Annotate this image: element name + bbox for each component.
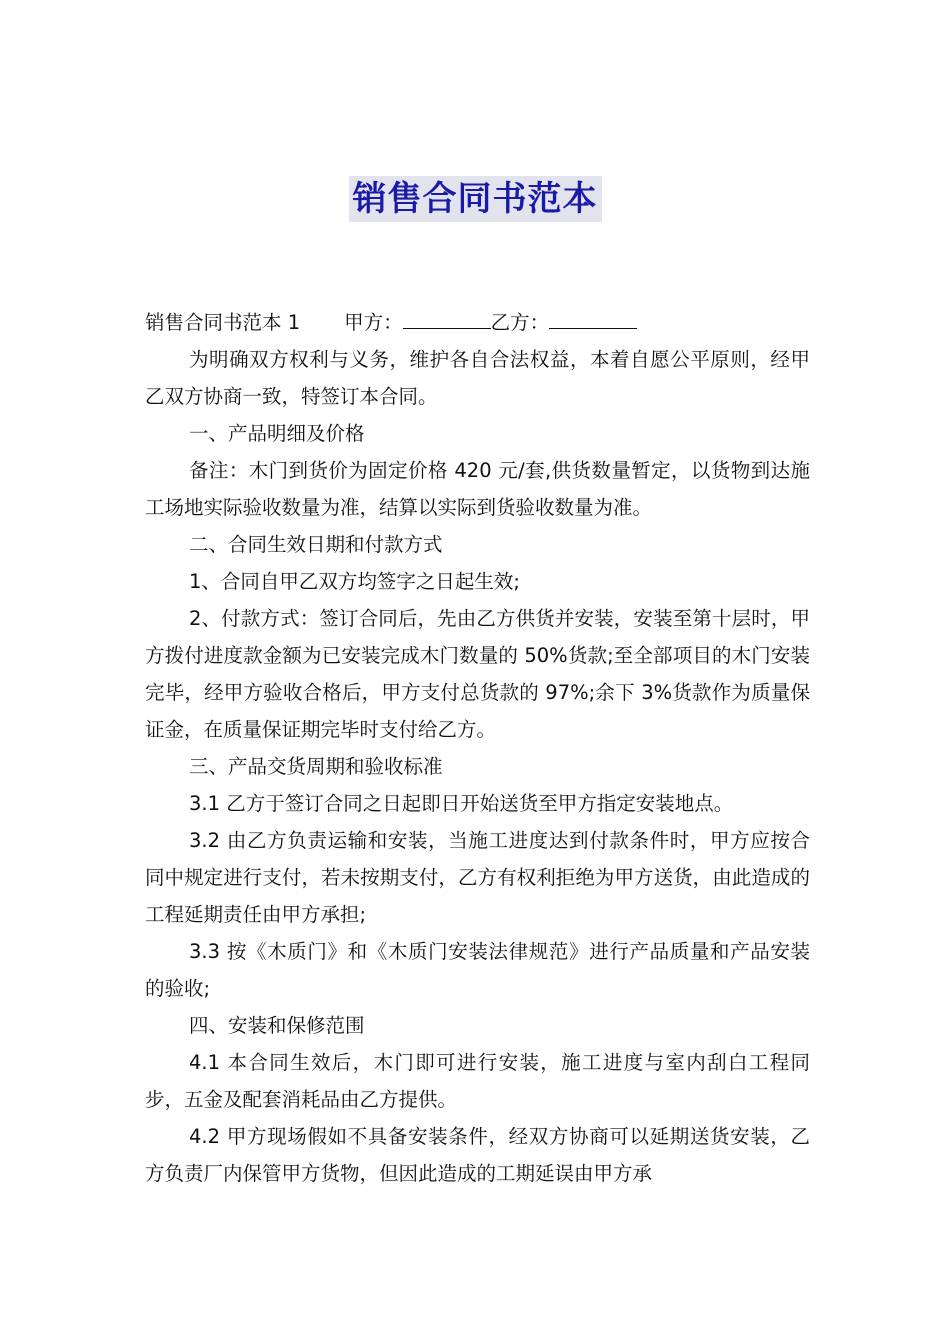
clause-3-3: 3.3 按《木质门》和《木质门安装法律规范》进行产品质量和产品安装的验收;: [145, 940, 810, 1000]
section-heading-3: 三、产品交货周期和验收标准: [189, 755, 443, 778]
clause-3-1: 3.1 乙方于签订合同之日起即日开始送货至甲方指定安装地点。: [189, 792, 734, 815]
party-a-blank: [403, 304, 491, 329]
section-heading-2: 二、合同生效日期和付款方式: [189, 533, 443, 556]
party-b-label: 乙方：: [490, 311, 550, 334]
document-title: 销售合同书范本: [349, 176, 602, 222]
clause-2-1: 1、合同自甲乙双方均签字之日起生效;: [189, 570, 520, 593]
clause-3-2: 3.2 由乙方负责运输和安装，当施工进度达到付款条件时，甲方应按合同中规定进行支付，若未按期支付，乙方有权利拒绝为甲方送货，由此造成的工程延期责任由甲方承担;: [145, 829, 810, 926]
contract-header-line: [145, 304, 810, 341]
clause-4-2: 4.2 甲方现场假如不具备安装条件，经双方协商可以延期送货安装，乙方负责厂内保管甲方货物，但因此造成的工期延误由甲方承: [145, 1125, 810, 1185]
clause-4-1: 4.1 本合同生效后，木门即可进行安装，施工进度与室内刮白工程同步，五金及配套消耗品由乙方提供。: [145, 1051, 810, 1111]
document-body: [145, 304, 810, 1192]
paragraph-note: 备注：木门到货价为固定价格 420 元/套,供货数量暂定，以货物到达施工场地实际验收数量为准，结算以实际到货验收数量为准。: [145, 459, 810, 519]
section-heading-1: 一、产品明细及价格: [189, 422, 365, 445]
section-heading-4: 四、安装和保修范围: [189, 1014, 365, 1037]
party-b-blank: [549, 304, 637, 329]
title-container: [0, 176, 950, 222]
paragraph-intro: 为明确双方权利与义务，维护各自合法权益，本着自愿公平原则，经甲乙双方协商一致，特签订本合同。: [145, 348, 810, 408]
contract-label: 销售合同书范本 1: [145, 311, 301, 334]
party-a-label: 甲方：: [344, 311, 403, 334]
clause-2-2: 2、付款方式：签订合同后，先由乙方供货并安装，安装至第十层时，甲方拨付进度款金额为已安装完成木门数量的 50%货款;至全部项目的木门安装完毕，经甲方验收合格后，甲方支付总货款的 97%;余下 3%货款作为质量保证金，在质量保证期完毕时支付给乙方。: [145, 607, 810, 741]
